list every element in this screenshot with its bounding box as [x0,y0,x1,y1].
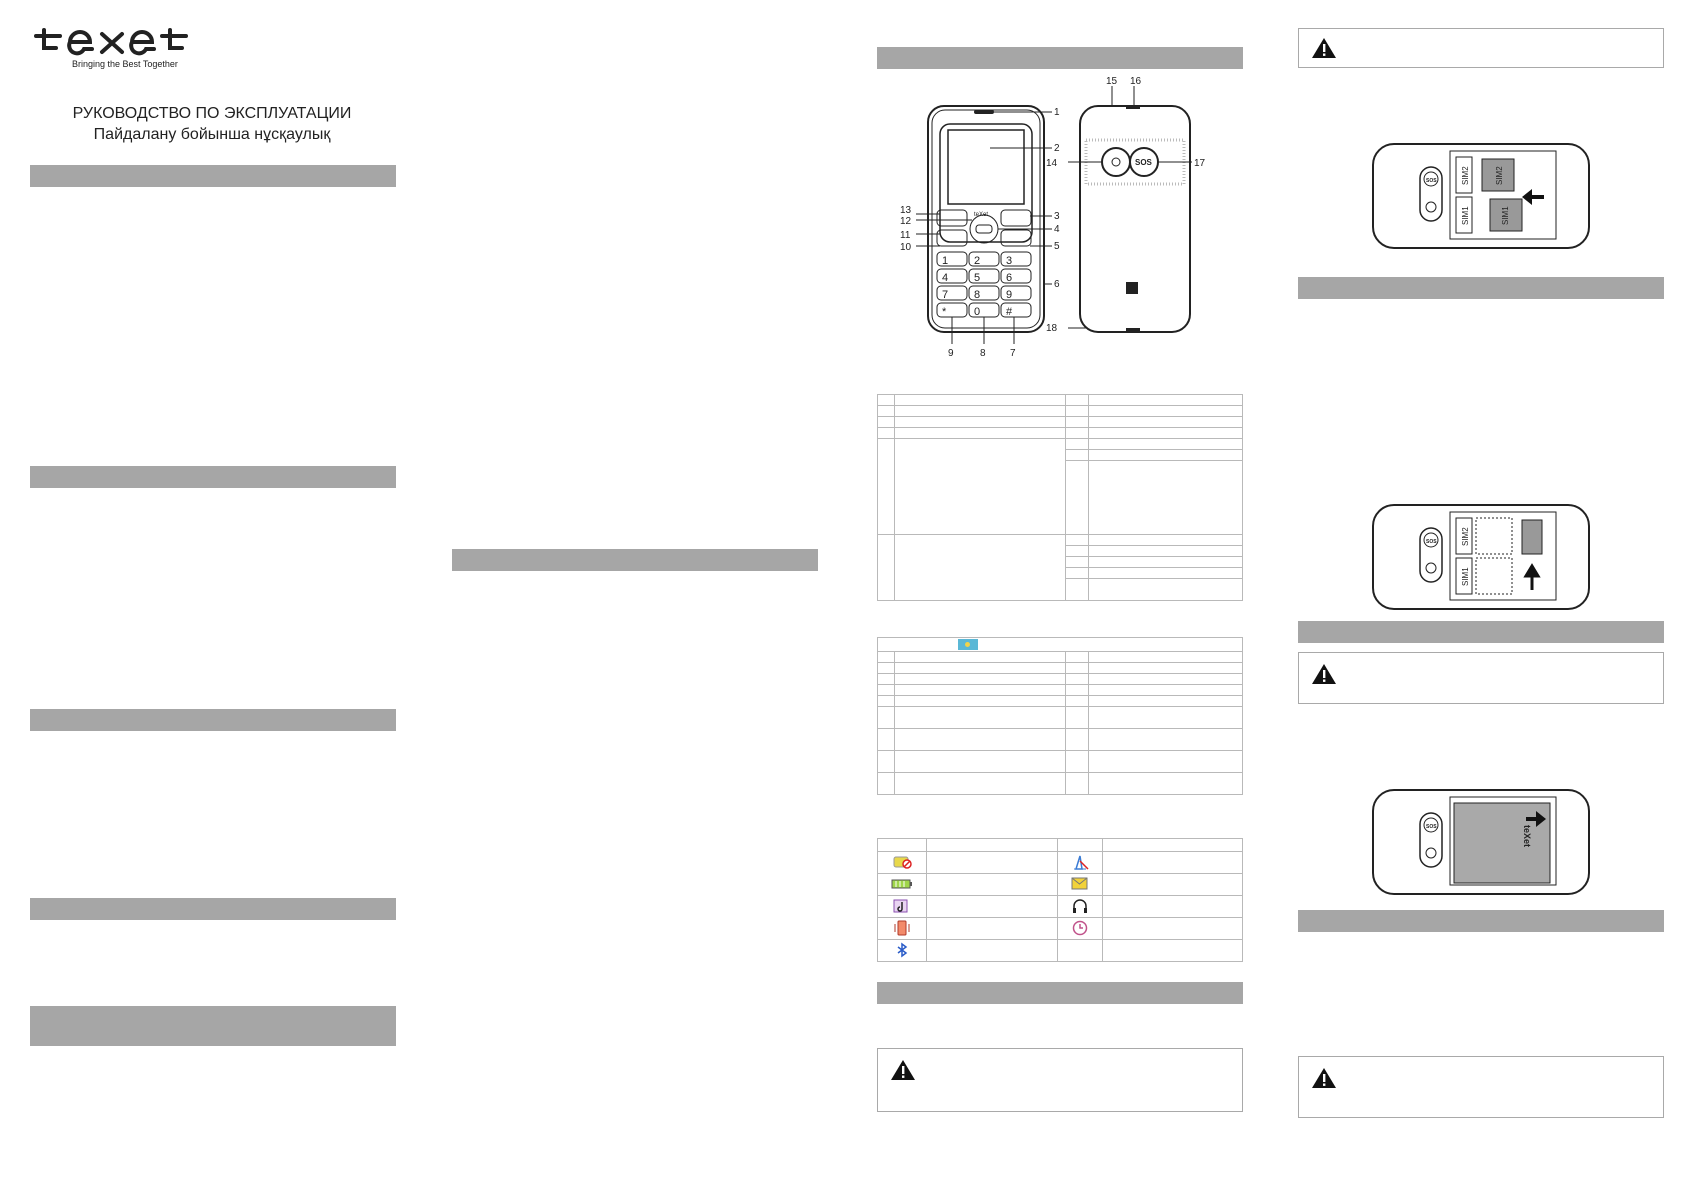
svg-text:5: 5 [974,272,981,284]
status-icons-table [877,838,1243,962]
battery-icon [891,878,913,890]
title-ru: РУКОВОДСТВО ПО ЭКСПЛУАТАЦИИ [72,105,352,122]
svg-text:SOS: SOS [1426,824,1437,830]
callout-17: 17 [1194,158,1206,169]
section-bar [30,466,396,488]
callout-14: 14 [1046,158,1058,169]
section-bar [30,1006,396,1046]
kazakhstan-flag-icon [958,639,978,650]
callout-18: 18 [1046,323,1058,334]
memory-card-illustration [1372,504,1590,610]
title-kz: Пайдалану бойынша нұсқаулық [93,126,331,143]
svg-text:7: 7 [942,289,949,301]
svg-text:teXet: teXet [1522,825,1532,848]
svg-text:9: 9 [1006,289,1013,301]
callout-2: 2 [1054,143,1060,154]
callout-5: 5 [1054,241,1060,252]
section-bar [877,47,1243,69]
callout-12: 12 [900,216,912,227]
sim-card-icon [892,855,912,869]
svg-text:SOS: SOS [1426,178,1437,184]
silent-icon [1070,853,1090,871]
callout-13: 13 [900,205,912,216]
svg-text:SIM1: SIM1 [1501,206,1510,225]
callout-1: 1 [1054,107,1060,118]
section-bar [1298,621,1664,643]
callout-3: 3 [1054,211,1060,222]
warning-icon [1311,37,1337,59]
brand-logo [30,26,220,78]
svg-text:3: 3 [1006,255,1013,267]
document-title [30,103,394,145]
alarm-clock-icon [1071,920,1089,936]
svg-text:SIM2: SIM2 [1495,166,1504,185]
section-bar [877,982,1243,1004]
message-icon [1071,877,1089,891]
svg-text:SIM2: SIM2 [1461,166,1470,185]
section-bar [30,709,396,731]
music-icon [893,898,911,914]
svg-text:#: # [1006,306,1013,318]
svg-text:0: 0 [974,306,981,318]
callout-6: 6 [1054,279,1060,290]
warning-icon [1311,1067,1337,1089]
svg-text:1: 1 [942,255,949,267]
spec-table-kz [877,637,1243,795]
warning-icon [1311,663,1337,685]
brand-tagline: Bringing the Best Together [72,59,178,69]
svg-text:*: * [942,306,947,318]
section-bar [30,898,396,920]
svg-text:teXet: teXet [974,212,989,218]
svg-text:6: 6 [1006,272,1013,284]
warning-box [1298,28,1664,68]
callout-16: 16 [1130,76,1142,87]
vibration-icon [893,920,911,936]
svg-text:4: 4 [942,272,949,284]
sim-insert-illustration [1372,143,1590,249]
section-bar [1298,277,1664,299]
texet-logo-icon [30,26,220,58]
callout-7: 7 [1010,348,1016,359]
warning-box [1298,1056,1664,1118]
callout-15: 15 [1106,76,1118,87]
callout-10: 10 [900,242,912,253]
svg-text:SOS: SOS [1135,158,1152,167]
battery-cover-illustration [1372,789,1590,895]
svg-text:8: 8 [974,289,981,301]
callout-4: 4 [1054,224,1060,235]
bluetooth-icon [895,942,909,958]
svg-text:SIM2: SIM2 [1461,527,1470,546]
svg-text:SIM1: SIM1 [1461,567,1470,586]
warning-box [877,1048,1243,1112]
svg-text:SIM1: SIM1 [1461,206,1470,225]
svg-text:2: 2 [974,255,981,267]
headphones-icon [1071,898,1089,914]
warning-box [1298,652,1664,704]
callout-8: 8 [980,348,986,359]
section-bar [452,549,818,571]
section-bar [30,165,396,187]
callout-9: 9 [948,348,954,359]
warning-icon [890,1059,916,1081]
section-bar [1298,910,1664,932]
spec-table-ru [877,394,1243,601]
phone-diagram [880,70,1240,370]
svg-text:SOS: SOS [1426,539,1437,545]
callout-11: 11 [900,230,911,241]
